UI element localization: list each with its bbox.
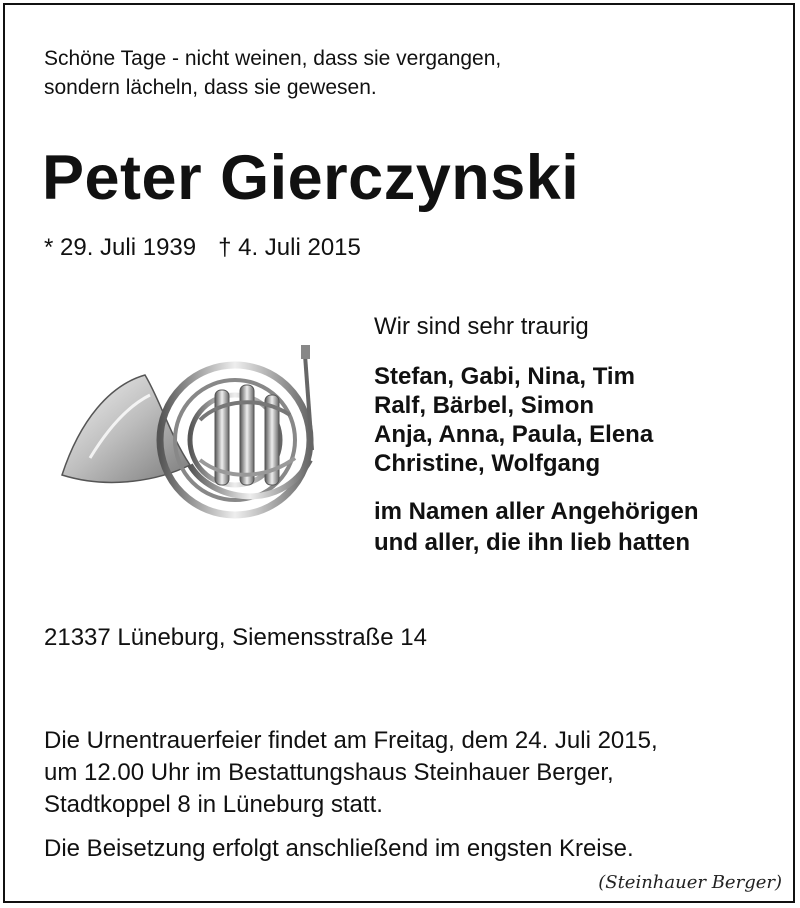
family-names-line: Stefan, Gabi, Nina, Tim	[374, 363, 635, 390]
family-names-line: Anja, Anna, Paula, Elena	[374, 421, 654, 448]
family-address: 21337 Lüneburg, Siemensstraße 14	[44, 624, 427, 651]
life-dates	[44, 233, 361, 263]
deceased-name: Peter Gierczynski	[42, 143, 580, 213]
family-names	[374, 362, 653, 478]
mourning-intro: Wir sind sehr traurig	[374, 313, 589, 340]
funeral-home-signature: (Steinhauer Berger)	[598, 872, 782, 893]
ceremony-line-1: Die Urnentrauerfeier findet am Freitag, dem 24. Juli 2015,	[44, 727, 658, 754]
death-date: † 4. Juli 2015	[218, 234, 361, 261]
ceremony-line-3: Stadtkoppel 8 in Lüneburg statt.	[44, 791, 383, 818]
family-names-line: Christine, Wolfgang	[374, 450, 601, 477]
ceremony-details	[44, 725, 658, 821]
memorial-quote	[44, 44, 501, 102]
burial-note: Die Beisetzung erfolgt anschließend im engsten Kreise.	[44, 835, 634, 862]
ceremony-line-2: um 12.00 Uhr im Bestattungshaus Steinhauer Berger,	[44, 759, 614, 786]
quote-line-1: Schöne Tage - nicht weinen, dass sie vergangen,	[44, 47, 502, 70]
family-names-line: Ralf, Bärbel, Simon	[374, 392, 595, 419]
quote-line-2: sondern lächeln, dass sie gewesen.	[44, 76, 377, 99]
behalf-line-2: und aller, die ihn lieb hatten	[374, 529, 691, 556]
on-behalf-text	[374, 496, 699, 558]
french-horn-icon	[50, 340, 340, 535]
behalf-line-1: im Namen aller Angehörigen	[374, 498, 699, 525]
birth-date: * 29. Juli 1939	[44, 234, 197, 261]
